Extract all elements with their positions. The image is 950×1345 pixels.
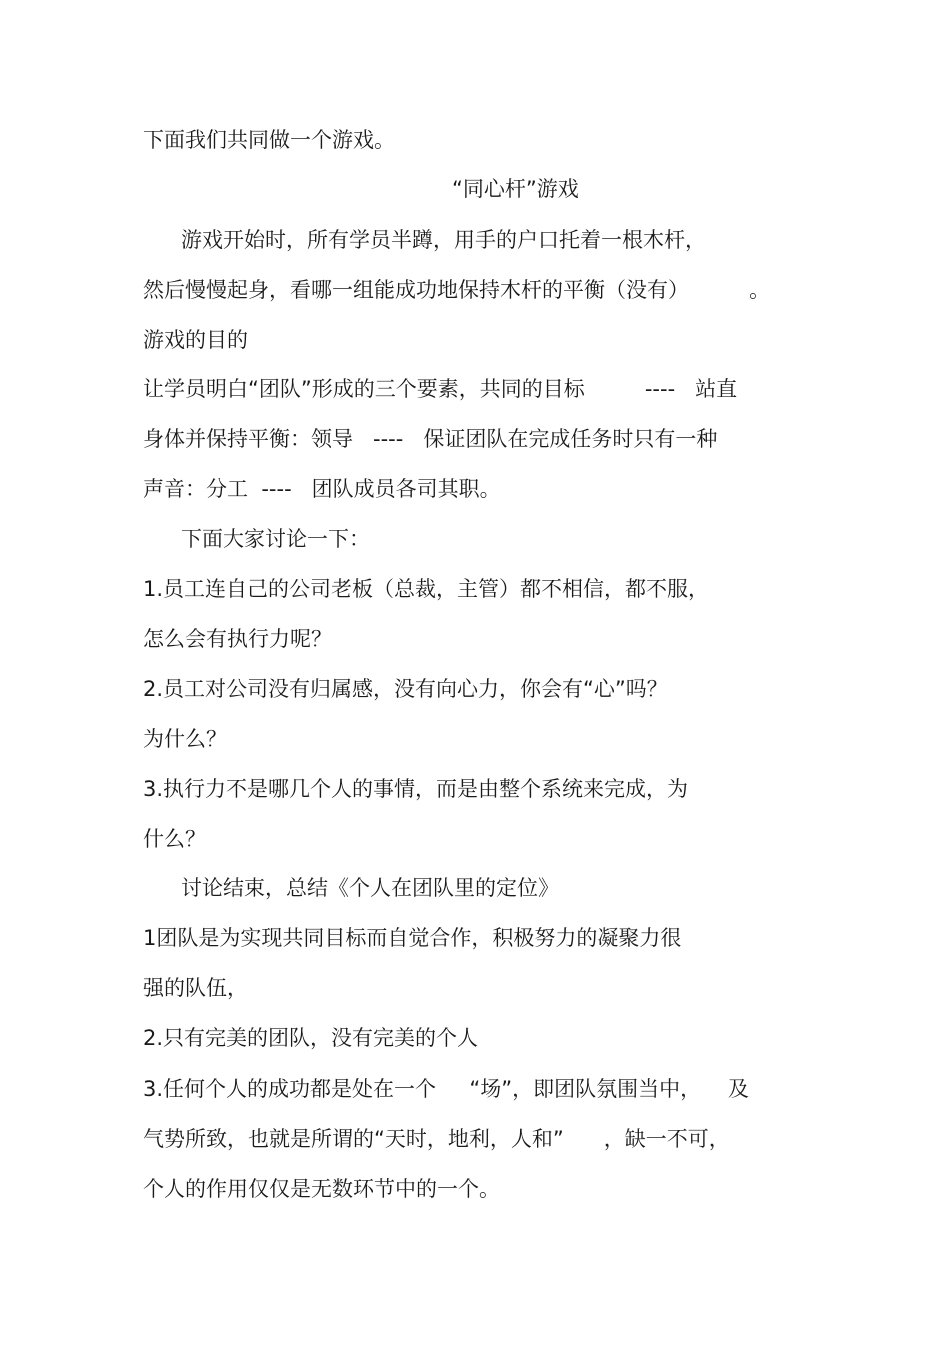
question-2-line-2: 为什么？ xyxy=(143,727,227,751)
purpose-line-1: 让学员明白“团队”形成的三个要素，共同的目标 ---- 站直 xyxy=(143,377,738,401)
purpose-line-2: 身体并保持平衡：领导 ---- 保证团队在完成任务时只有一种 xyxy=(143,427,718,451)
purpose-line-3: 声音：分工 ---- 团队成员各司其职。 xyxy=(143,477,501,501)
question-3-line-1: 3.执行力不是哪几个人的事情，而是由整个系统来完成，为 xyxy=(143,777,689,801)
discussion-heading: 下面大家讨论一下： xyxy=(181,527,370,551)
summary-1-line-1: 1团队是为实现共同目标而自觉合作，积极努力的凝聚力很 xyxy=(143,926,682,950)
game-title: “同心杆”游戏 xyxy=(452,177,579,201)
summary-2: 2.只有完美的团队，没有完美的个人 xyxy=(143,1026,479,1050)
question-2-line-1: 2.员工对公司没有归属感，没有向心力，你会有“心”吗？ xyxy=(143,677,668,701)
question-1-line-2: 怎么会有执行力呢？ xyxy=(143,627,332,651)
question-3-line-2: 什么？ xyxy=(143,827,206,851)
summary-3-line-2: 气势所致，也就是所谓的“天时，地利，人和” ，缺一不可， xyxy=(143,1127,730,1151)
game-desc-line-1: 游戏开始时，所有学员半蹲，用手的户口托着一根木杆， xyxy=(181,228,706,252)
summary-1-line-2: 强的队伍， xyxy=(143,976,248,1000)
summary-heading: 讨论结束，总结《个人在团队里的定位》 xyxy=(181,876,559,900)
summary-3-line-3: 个人的作用仅仅是无数环节中的一个。 xyxy=(143,1177,500,1201)
summary-3-line-1: 3.任何个人的成功都是处在一个 “场”，即团队氛围当中， 及 xyxy=(143,1077,749,1101)
game-purpose-heading: 游戏的目的 xyxy=(143,328,248,352)
question-1-line-1: 1.员工连自己的公司老板（总裁，主管）都不相信，都不服， xyxy=(143,577,710,601)
game-desc-line-2: 然后慢慢起身，看哪一组能成功地保持木杆的平衡（没有） 。 xyxy=(143,278,771,302)
intro-line: 下面我们共同做一个游戏。 xyxy=(143,128,395,152)
